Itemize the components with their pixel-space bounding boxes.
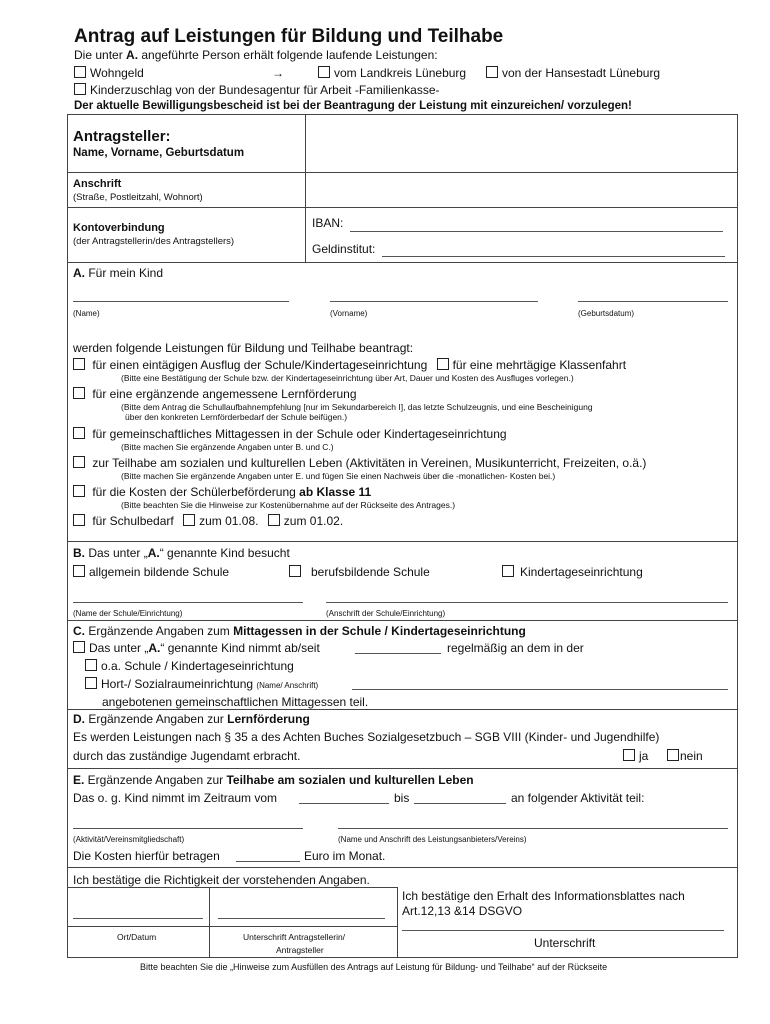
section-d-pre: Ergänzende Angaben zur [85, 712, 228, 726]
receipt-line2: Art.12,13 &14 DSGVO [402, 904, 523, 918]
address-field[interactable] [306, 173, 736, 207]
bank-inst-input[interactable] [382, 256, 725, 257]
kita-checkbox[interactable] [502, 565, 514, 577]
confirm-text: Ich bestätige die Richtigkeit der vorstehenden Angaben. [73, 873, 370, 887]
befoerderung-checkbox[interactable] [73, 485, 85, 497]
c-nimmt-checkbox[interactable] [73, 641, 85, 653]
wohngeld-label: Wohngeld [90, 66, 144, 80]
ort-datum-input[interactable] [73, 918, 203, 919]
birth-caption: (Geburtsdatum) [578, 309, 635, 318]
section-e-letter: E. [73, 773, 85, 787]
c-hort-input[interactable] [352, 689, 728, 690]
school-address-input[interactable] [326, 602, 728, 603]
teilhabe-checkbox[interactable] [73, 456, 85, 468]
intro-pre: Die unter [74, 48, 127, 62]
hansestadt-row [486, 66, 660, 80]
page-title: Antrag auf Leistungen für Bildung und Teilhabe [74, 26, 504, 47]
e-line1-pre: Das o. g. Kind nimmt im Zeitraum vom [73, 791, 278, 805]
iban-input[interactable] [350, 231, 723, 232]
bank-label: Kontoverbindung [73, 222, 165, 234]
provider-input[interactable] [338, 828, 728, 829]
allgemein-checkbox[interactable] [73, 565, 85, 577]
d-ja-row [623, 749, 648, 763]
wohngeld-checkbox[interactable] [74, 66, 86, 78]
name-caption: (Name) [73, 309, 100, 318]
opt4-row [73, 456, 646, 470]
opt4-note: (Bitte machen Sie ergänzende Angaben unter E. und fügen Sie einen Nachweis über die -monatlichen- Kosten bei.) [121, 471, 556, 481]
section-a-title: Für mein Kind [85, 266, 164, 280]
c-line1-end: regelmäßig an dem in der [447, 641, 584, 655]
opt5-note: (Bitte beachten Sie die Hinweise zur Kostenübernahme auf der Rückseite des Antrages.) [121, 500, 456, 510]
section-b-letter: B. [73, 546, 85, 560]
c-hort-small: (Name/ Anschrift) [256, 681, 319, 690]
ja-checkbox[interactable] [623, 749, 635, 761]
section-c-letter: C. [73, 624, 85, 638]
school-name-caption: (Name der Schule/Einrichtung) [73, 609, 183, 618]
mittagessen-label: für gemeinschaftliches Mittagessen in der Schule oder Kindertageseinrichtung [92, 427, 507, 441]
signature2-input[interactable] [402, 930, 724, 931]
bank-inst-label: Geldinstitut: [312, 242, 376, 256]
mittagessen-checkbox[interactable] [73, 427, 85, 439]
lernfoerderung-label: für eine ergänzende angemessene Lernförderung [92, 387, 357, 401]
kinderzuschlag-row [74, 83, 440, 97]
opt3-note: (Bitte machen Sie ergänzende Angaben unter B. und C.) [121, 442, 334, 452]
landkreis-row [318, 66, 466, 80]
c-line1-pre: Das unter „ [89, 641, 149, 655]
signature1-label2: Antragsteller [276, 945, 324, 955]
ort-datum-label: Ort/Datum [117, 932, 157, 942]
c-opt2-row [85, 677, 318, 691]
footer-note: Bitte beachten Sie die „Hinweise zum Ausfüllen des Antrags auf Leistung für Bildung- und Teilhabe“ auf der Rückseite [140, 962, 608, 972]
opt2-row [73, 387, 357, 401]
notice-text: Der aktuelle Bewilligungsbescheid ist bei der Beantragung der Leistung mit einzureichen/ vorzulegen! [74, 100, 632, 112]
school-name-input[interactable] [73, 602, 303, 603]
c-hort-checkbox[interactable] [85, 677, 97, 689]
section-b-heading [73, 546, 290, 560]
schulbedarf-label: für Schulbedarf [92, 514, 174, 528]
befoerderung-bold: ab Klasse 11 [299, 485, 372, 499]
d-nein-row [667, 749, 703, 763]
section-a-letter: A. [73, 266, 85, 280]
nein-label: nein [680, 749, 703, 763]
section-b-mid: A. [147, 546, 160, 560]
child-name-input[interactable] [73, 301, 289, 302]
c-school-label: o.a. Schule / Kindertageseinrichtung [101, 659, 294, 673]
c-line-last: angebotenen gemeinschaftlichen Mittagessen teil. [102, 695, 369, 709]
ausflug-checkbox[interactable] [73, 358, 85, 370]
befoerderung-label: für die Kosten der Schülerbeförderung [92, 485, 300, 499]
section-c-title: Mittagessen in der Schule / Kindertageseinrichtung [233, 624, 526, 638]
child-vorname-input[interactable] [330, 301, 538, 302]
section-d-heading [73, 712, 310, 726]
c-line1-bold: A. [148, 641, 161, 655]
section-c-pre: Ergänzende Angaben zum [85, 624, 234, 638]
address-sub: (Straße, Postleitzahl, Wohnort) [73, 192, 203, 203]
landkreis-checkbox[interactable] [318, 66, 330, 78]
intro-bold: A. [126, 48, 139, 62]
berufsbildend-label: berufsbildende Schule [311, 565, 430, 579]
kinderzuschlag-checkbox[interactable] [74, 83, 86, 95]
school-address-caption: (Anschrift der Schule/Einrichtung) [326, 609, 446, 618]
e-to-input[interactable] [414, 803, 506, 804]
applicant-name-field[interactable] [306, 115, 736, 172]
teilhabe-label: zur Teilhabe am sozialen und kulturellen Leben (Aktivitäten in Vereinen, Musikunterricht, Freizeiten, o.ä.) [92, 456, 647, 470]
opt1-note: (Bitte eine Bestätigung der Schule bzw. der Kindertageseinrichtung über Art, Dauer und Kosten des Ausfluges vorlegen.) [121, 373, 574, 383]
opt3-row [73, 427, 507, 441]
signature2-label: Unterschrift [534, 936, 596, 950]
receipt-line1: Ich bestätige den Erhalt des Informationsblattes nach [402, 889, 685, 903]
applicant-name-label: Name, Vorname, Geburtsdatum [73, 147, 245, 159]
c-hort-label: Hort-/ Sozialraumeinrichtung [101, 677, 254, 691]
arrow-icon: → [272, 66, 284, 80]
section-b-post: “ genannte Kind besucht [159, 546, 290, 560]
applicant-heading: Antragsteller: [73, 128, 171, 145]
cost-input[interactable] [236, 861, 300, 862]
iban-label: IBAN: [312, 216, 344, 230]
signature1-input[interactable] [218, 918, 385, 919]
activity-input[interactable] [73, 828, 303, 829]
section-d-title: Lernförderung [227, 712, 310, 726]
kita-label: Kindertageseinrichtung [520, 565, 643, 579]
e-line1-mid: bis [394, 791, 410, 805]
b-opt3-row [502, 565, 643, 579]
c-opt1-row [85, 659, 294, 673]
feb-label: zum 01.02. [283, 514, 344, 528]
b-opt1-row [73, 565, 229, 579]
provider-caption: (Name und Anschrift des Leistungsanbieters/Vereins) [338, 835, 527, 844]
section-e-pre: Ergänzende Angaben zur [84, 773, 227, 787]
c-line1 [73, 641, 320, 655]
section-e-title: Teilhabe am sozialen und kulturellen Leben [226, 773, 474, 787]
schulbedarf-checkbox[interactable] [73, 514, 85, 526]
section-b-pre: Das unter „ [85, 546, 148, 560]
c-date-input[interactable] [355, 653, 441, 654]
ausflug-label: für einen eintägigen Ausflug der Schule/Kindertageseinrichtung [92, 358, 428, 372]
section-d-line1: Es werden Leistungen nach § 35 a des Achten Buches Sozialgesetzbuch – SGB VIII (Kinder- und Jugendhilfe) [73, 730, 660, 744]
e-from-input[interactable] [299, 803, 389, 804]
feb-checkbox[interactable] [268, 514, 280, 526]
hansestadt-label: von der Hansestadt Lüneburg [502, 66, 661, 80]
ja-label: ja [639, 749, 649, 763]
lernfoerderung-checkbox[interactable] [73, 387, 85, 399]
section-c-heading [73, 624, 526, 638]
hansestadt-checkbox[interactable] [486, 66, 498, 78]
signature1-label1: Unterschrift Antragstellerin/ [243, 932, 346, 942]
bank-sub: (der Antragstellerin/des Antragstellers) [73, 236, 235, 247]
e-line1-post: an folgender Aktivität teil: [511, 791, 645, 805]
section-a-heading [73, 266, 163, 280]
opt5-row [73, 485, 371, 499]
e-cost-post: Euro im Monat. [304, 849, 386, 863]
klassenfahrt-checkbox[interactable] [437, 358, 449, 370]
section-e-heading [73, 773, 474, 787]
address-label: Anschrift [73, 178, 122, 190]
opt1-row [73, 358, 626, 372]
intro-post: angeführte Person erhält folgende laufende Leistungen: [138, 48, 438, 62]
opt2-note2: über den konkreten Lernförderbedarf der Schule beifügen.) [125, 412, 348, 422]
b-opt2-row [289, 565, 430, 579]
section-a-intro: werden folgende Leistungen für Bildung und Teilhabe beantragt: [73, 341, 414, 355]
opt6-row [73, 514, 343, 528]
activity-caption: (Aktivität/Vereinsmitgliedschaft) [73, 835, 185, 844]
nein-checkbox[interactable] [667, 749, 679, 761]
opt2-note1: (Bitte dem Antrag die Schullaufbahnempfehlung [nur im Sekundarbereich I], das letzte Schulzeugnis, und eine Bescheinigung [121, 402, 593, 412]
landkreis-label: vom Landkreis Lüneburg [334, 66, 467, 80]
wohngeld-row [74, 66, 144, 80]
e-cost-pre: Die Kosten hierfür betragen [73, 849, 220, 863]
berufsbildend-checkbox[interactable] [289, 565, 301, 577]
kinderzuschlag-label: Kinderzuschlag von der Bundesagentur für Arbeit -Familienkasse- [90, 83, 440, 97]
c-school-checkbox[interactable] [85, 659, 97, 671]
section-d-letter: D. [73, 712, 85, 726]
klassenfahrt-label: für eine mehrtägige Klassenfahrt [452, 358, 627, 372]
section-d-line2: durch das zuständige Jugendamt erbracht. [73, 749, 301, 763]
aug-label: zum 01.08. [199, 514, 259, 528]
allgemein-label: allgemein bildende Schule [89, 565, 230, 579]
aug-checkbox[interactable] [183, 514, 195, 526]
c-line1-post: “ genannte Kind nimmt ab/seit [160, 641, 320, 655]
child-birth-input[interactable] [578, 301, 728, 302]
intro-text [74, 48, 438, 62]
vorname-caption: (Vorname) [330, 309, 368, 318]
